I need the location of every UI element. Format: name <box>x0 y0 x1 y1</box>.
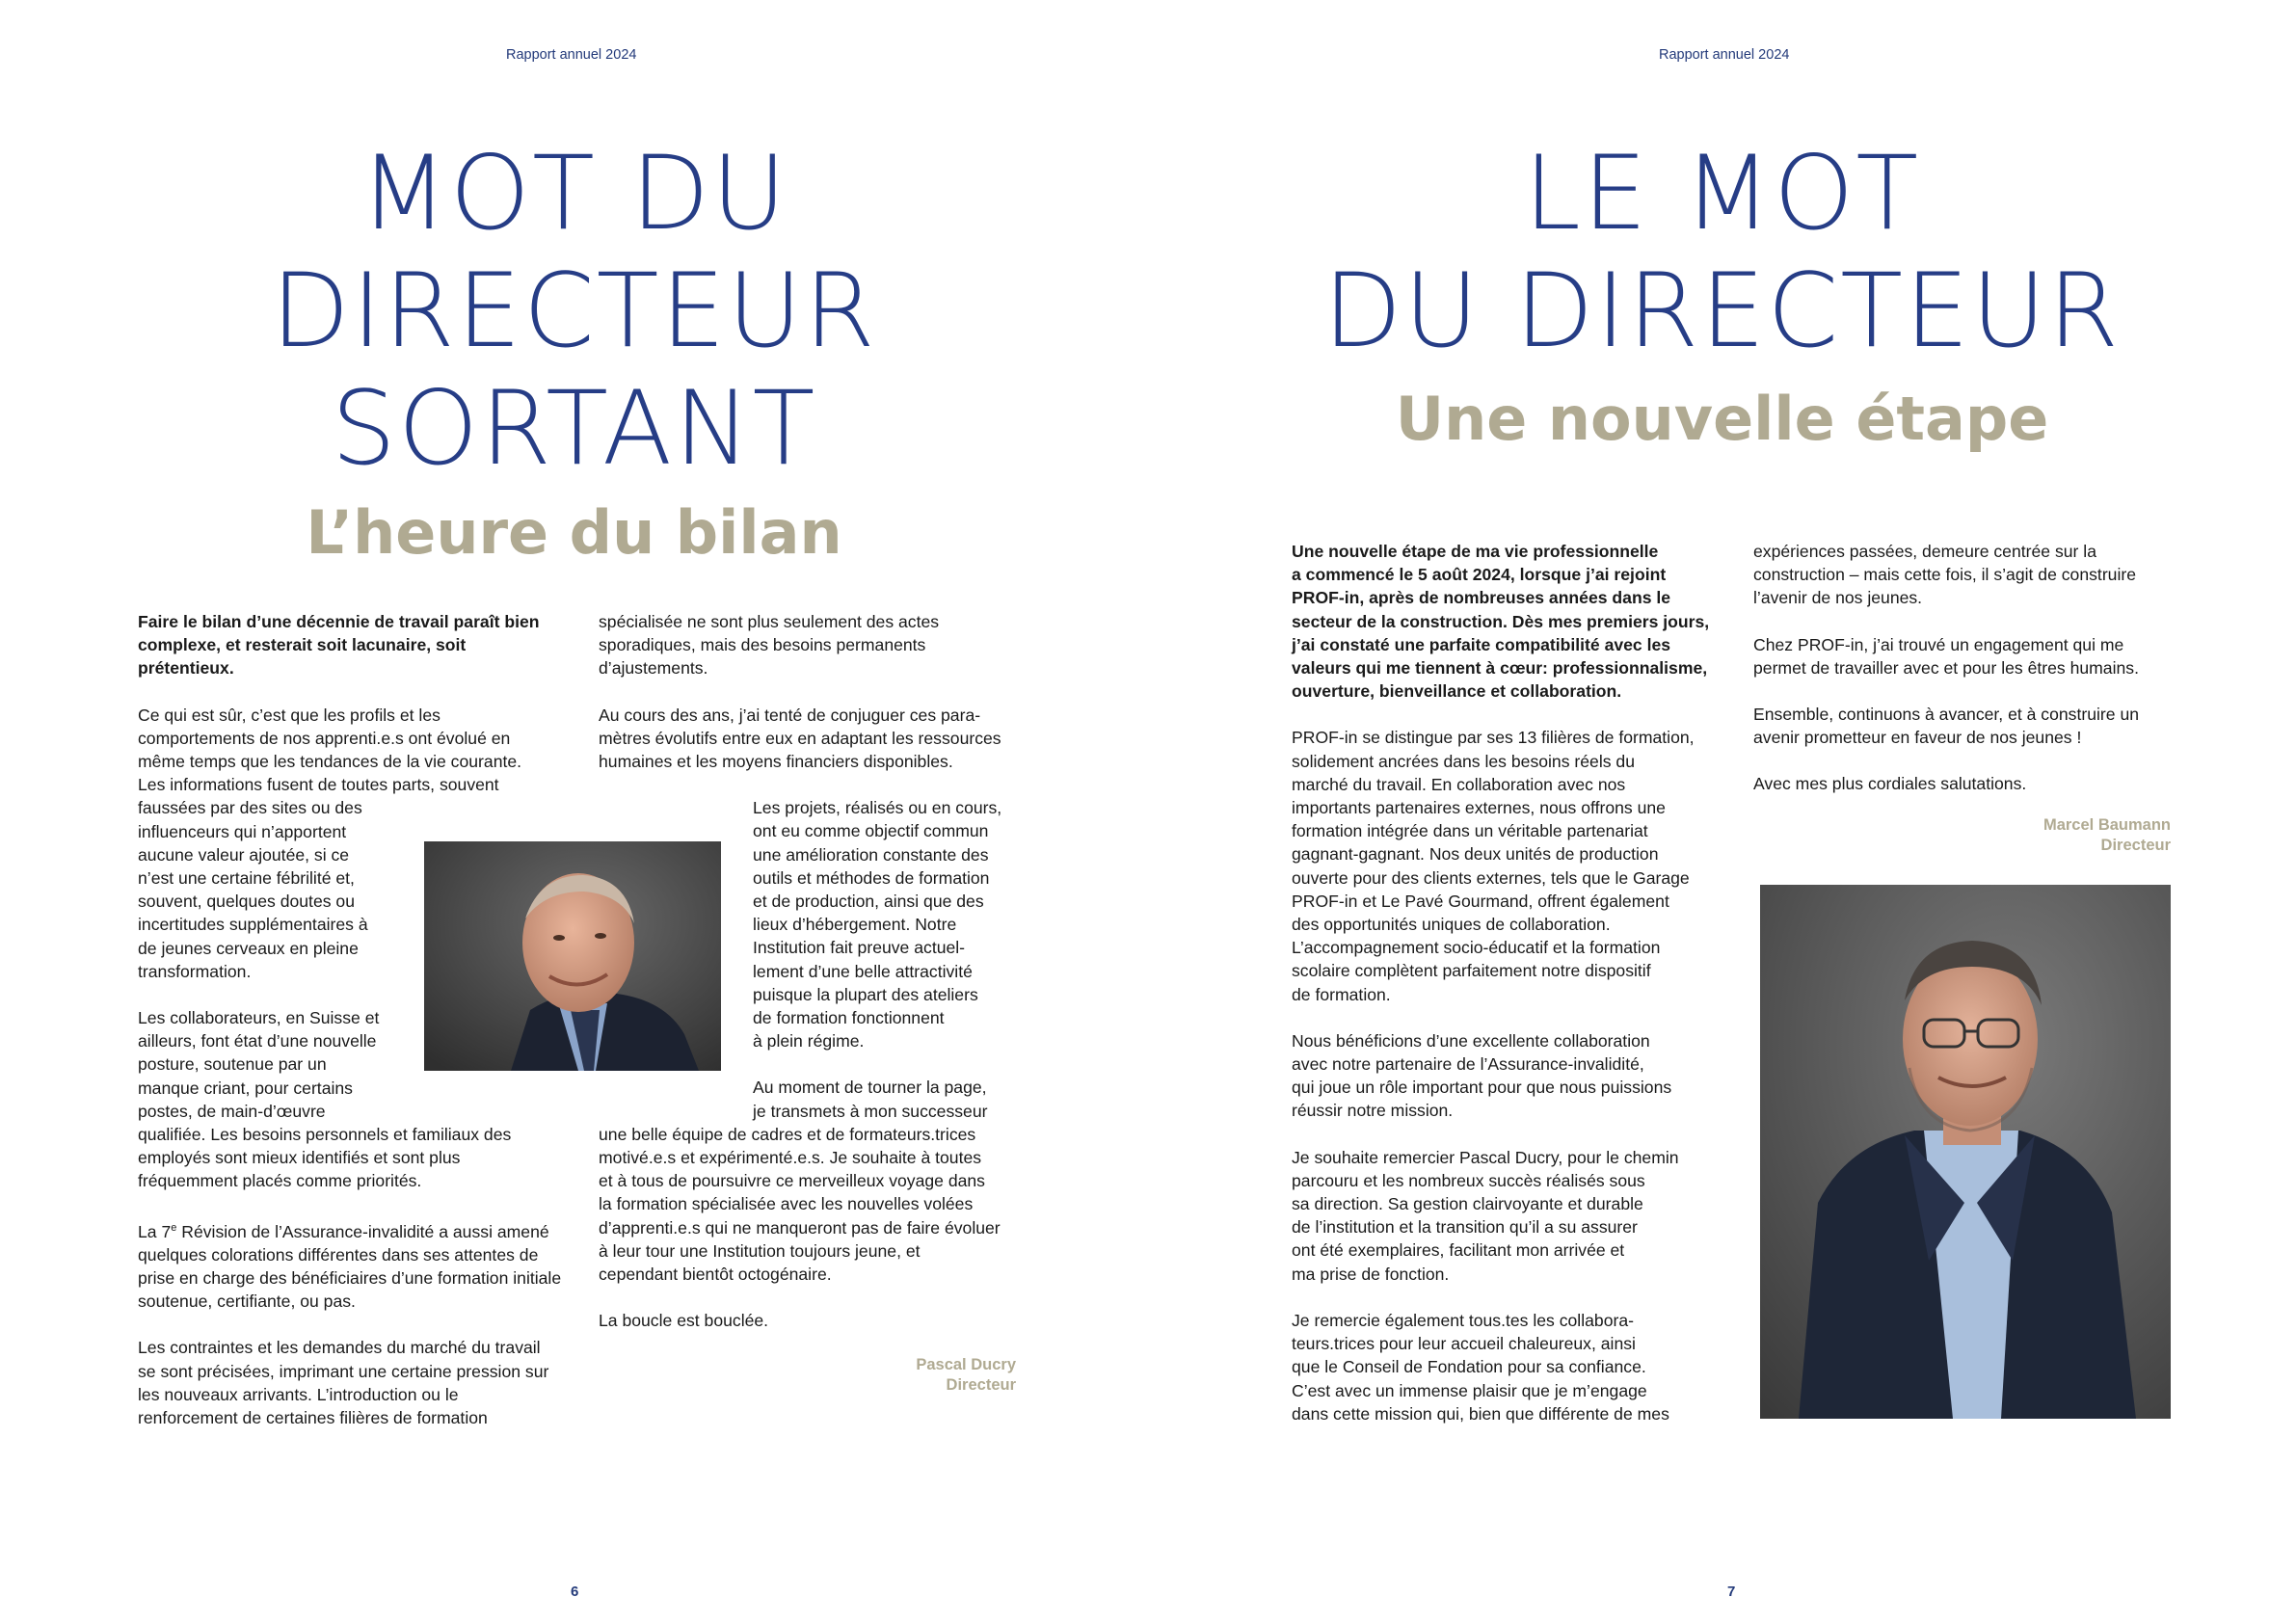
text-line: aucune valeur ajoutée, si ce <box>138 844 350 865</box>
signature-role: Directeur <box>946 1376 1016 1395</box>
text-line: scolaire complètent parfaitement notre dispositif <box>1292 961 1651 981</box>
paragraph <box>1292 1146 1735 1286</box>
running-header: Rapport annuel 2024 <box>506 47 637 63</box>
text-line: PROF-in et Le Pavé Gourmand, offrent également <box>1292 891 1669 911</box>
text-line: cependant bientôt octogénaire. <box>599 1265 832 1285</box>
paragraph: Avec mes plus cordiales salutations. <box>1753 774 2027 794</box>
paragraph <box>1753 703 2177 749</box>
title-line: DIRECTEUR <box>271 252 877 370</box>
text-line: PROF-in, après de nombreuses années dans le <box>1292 588 1671 608</box>
text-line: avenir prometteur en faveur de nos jeunes ! <box>1753 728 2082 748</box>
text-line: Au moment de tourner la page, <box>753 1078 987 1098</box>
text-line: une belle équipe de cadres et de formateurs.trices <box>599 1124 976 1144</box>
text-line: teurs.trices pour leur accueil chaleureux, ainsi <box>1292 1334 1636 1354</box>
text-line: lement d’une belle attractivité <box>753 961 973 981</box>
text-line: d’apprenti.e.s qui ne manqueront pas de faire évoluer <box>599 1217 1001 1238</box>
text-line: C’est avec un immense plaisir que je m’engage <box>1292 1380 1647 1400</box>
text-line: formation intégrée dans un véritable partenariat <box>1292 821 1648 841</box>
title-line: LE MOT <box>1523 134 1921 253</box>
text-line: Je remercie également tous.tes les collabora- <box>1292 1310 1634 1330</box>
text-line: Au cours des ans, j’ai tenté de conjuguer ces para- <box>599 705 981 725</box>
text-line: ont été exemplaires, facilitant mon arrivée et <box>1292 1240 1625 1261</box>
text-line: PROF-in se distingue par ses 13 filières de formation, <box>1292 728 1695 748</box>
text-line: construction – mais cette fois, il s’agit de construire <box>1753 565 2137 585</box>
paragraph: spécialisée ne sont plus seulement des actes sporadiques, mais des besoins permanents d’ajustements. <box>599 612 940 679</box>
text-line: de formation fonctionnent <box>753 1008 945 1028</box>
text-line: influenceurs qui n’apportent <box>138 821 347 841</box>
paragraph <box>138 1216 562 1314</box>
text-line: même temps que les tendances de la vie courante. <box>138 752 522 772</box>
portrait-image <box>1760 885 2171 1419</box>
text-line: manque criant, pour certains <box>138 1078 353 1098</box>
signature <box>1753 815 2171 856</box>
text-line: mètres évolutifs entre eux en adaptant les ressources <box>599 728 1001 748</box>
text-line: des opportunités uniques de collaboration. <box>1292 915 1611 935</box>
text-line: puisque la plupart des ateliers <box>753 984 978 1004</box>
paragraph <box>1753 633 2177 679</box>
text-line: parcouru et les nombreux succès réalisés sous <box>1292 1170 1645 1190</box>
text-line: à leur tour une Institution toujours jeune, et <box>599 1240 921 1261</box>
text-line: marché du travail. En collaboration avec nos <box>1292 774 1626 794</box>
paragraph <box>599 704 1032 774</box>
page-right <box>1148 0 2296 1624</box>
text-line: de jeunes cerveaux en pleine <box>138 938 359 958</box>
text-line: l’avenir de nos jeunes. <box>1753 588 1923 608</box>
text-line: de formation. <box>1292 984 1391 1004</box>
paragraph <box>599 1076 1032 1286</box>
lead-paragraph <box>1292 540 1735 703</box>
text-line: solidement ancrées dans les besoins réels du <box>1292 751 1635 771</box>
text-line: importants partenaires externes, nous offrons une <box>1292 798 1666 818</box>
paragraph <box>1753 540 2177 610</box>
text-line: Les informations fusent de toutes parts, souvent <box>138 775 499 795</box>
text-line: fréquemment placés comme priorités. <box>138 1171 422 1191</box>
page-number: 7 <box>1727 1584 1736 1600</box>
text-line: souvent, quelques doutes ou <box>138 892 355 912</box>
signature <box>599 1355 1016 1396</box>
page-subtitle: Une nouvelle étape <box>1395 384 2049 454</box>
text-line: de l’institution et la transition qu’il a su assurer <box>1292 1217 1638 1238</box>
title-line: SORTANT <box>331 369 817 488</box>
signature-name: Pascal Ducry <box>916 1356 1016 1374</box>
text-line: gagnant-gagnant. Nos deux unités de production <box>1292 844 1659 865</box>
lead-paragraph: Faire le bilan d’une décennie de travail paraît bien complexe, et resterait soit lacunaire, soit prétentieux. <box>138 612 540 679</box>
text-line: posture, soutenue par un <box>138 1054 327 1075</box>
superscript: e <box>171 1221 177 1234</box>
text-line: humaines et les moyens financiers disponibles. <box>599 752 953 772</box>
text-line: ouverte pour des clients externes, tels que le Garage <box>1292 867 1690 888</box>
signature-name: Marcel Baumann <box>2042 815 2171 834</box>
text-line: Les projets, réalisés ou en cours, <box>753 798 1002 818</box>
text-run: La 7 <box>138 1221 172 1241</box>
text-line: n’est une certaine fébrilité et, <box>138 868 355 889</box>
text-line: lieux d’hébergement. Notre <box>753 915 957 935</box>
text-line: expériences passées, demeure centrée sur la <box>1753 542 2096 561</box>
text-line: réussir notre mission. <box>1292 1101 1454 1121</box>
text-line: à plein régime. <box>753 1031 865 1052</box>
text-run: Révision de l’Assurance-invalidité a aussi amené quelques colorations différentes dans ses attentes de prise en charge des bénéficiaires d’une formation initiale soutenue, certifiante, ou pas. <box>138 1221 562 1312</box>
text-column-2 <box>1753 540 2177 856</box>
text-line: permet de travailler avec et pour les êtres humains. <box>1753 657 2139 678</box>
portrait-marcel-baumann <box>1760 885 2171 1419</box>
text-line: ailleurs, font état d’une nouvelle <box>138 1031 377 1052</box>
page-title <box>1148 135 2296 370</box>
text-line: Ensemble, continuons à avancer, et à construire un <box>1753 705 2140 725</box>
text-line: comportements de nos apprenti.e.s ont évolué en <box>138 728 511 748</box>
signature-role: Directeur <box>2100 836 2171 854</box>
text-line: motivé.e.s et expérimenté.e.s. Je souhaite à toutes <box>599 1148 982 1168</box>
text-line: et de production, ainsi que des <box>753 892 984 912</box>
text-line: qualifiée. Les besoins personnels et familiaux des <box>138 1125 512 1145</box>
text-line: Nous bénéficions d’une excellente collaboration <box>1292 1030 1650 1051</box>
text-line: j’ai constaté une parfaite compatibilité avec les <box>1292 634 1671 654</box>
text-column-2 <box>599 610 1032 1396</box>
paragraph <box>1292 726 1735 1005</box>
text-line: Institution fait preuve actuel- <box>753 938 966 958</box>
text-line: Je souhaite remercier Pascal Ducry, pour le chemin <box>1292 1147 1679 1167</box>
text-line: incertitudes supplémentaires à <box>138 915 368 935</box>
page-title <box>0 135 1148 488</box>
paragraph: Les contraintes et les demandes du marché du travail se sont précisées, imprimant une certaine pression sur les nouveaux arrivants. L’introduction ou le renforcement de certaines filières de formation <box>138 1338 549 1427</box>
text-line: employés sont mieux identifiés et sont plus <box>138 1148 461 1168</box>
text-line: Les collaborateurs, en Suisse et <box>138 1008 380 1028</box>
text-line: ma prise de fonction. <box>1292 1264 1450 1284</box>
text-column-1 <box>1292 540 1735 1449</box>
paragraph: La boucle est bouclée. <box>599 1311 769 1331</box>
text-line: faussées par des sites ou des <box>138 798 362 818</box>
text-line: L’accompagnement socio-éducatif et la formation <box>1292 938 1661 958</box>
text-line: dans cette mission qui, bien que différente de mes <box>1292 1403 1669 1424</box>
text-line: transformation. <box>138 961 252 981</box>
text-line: et à tous de poursuivre ce merveilleux voyage dans <box>599 1171 985 1191</box>
paragraph <box>599 796 1032 1052</box>
page-number: 6 <box>571 1584 579 1600</box>
paragraph <box>1292 1309 1735 1425</box>
text-line: Chez PROF-in, j’ai trouvé un engagement qui me <box>1753 634 2124 654</box>
text-line: ont eu comme objectif commun <box>753 821 989 841</box>
text-line: a commencé le 5 août 2024, lorsque j’ai rejoint <box>1292 565 1667 585</box>
running-header: Rapport annuel 2024 <box>1659 47 1790 63</box>
text-line: je transmets à mon successeur <box>753 1101 988 1121</box>
page-subtitle: L’heure du bilan <box>306 497 842 568</box>
text-line: une amélioration constante des <box>753 844 989 865</box>
text-line: ouverture, bienveillance et collaboration. <box>1292 681 1622 702</box>
text-line: valeurs qui me tiennent à cœur: professionnalisme, <box>1292 658 1708 679</box>
title-line: MOT DU <box>360 134 788 253</box>
text-line: postes, de main-d’œuvre <box>138 1101 326 1121</box>
text-line: la formation spécialisée avec les nouvelles volées <box>599 1194 974 1214</box>
text-line: avec notre partenaire de l’Assurance-invalidité, <box>1292 1054 1644 1075</box>
paragraph <box>1292 1029 1735 1123</box>
text-line: secteur de la construction. Dès mes premiers jours, <box>1292 611 1710 631</box>
text-line: qui joue un rôle important pour que nous puissions <box>1292 1078 1672 1098</box>
text-line: outils et méthodes de formation <box>753 867 990 888</box>
title-line: DU DIRECTEUR <box>1322 252 2122 370</box>
text-line: que le Conseil de Fondation pour sa confiance. <box>1292 1357 1646 1377</box>
text-line: sa direction. Sa gestion clairvoyante et durable <box>1292 1194 1643 1214</box>
text-line: Ce qui est sûr, c’est que les profils et les <box>138 705 441 725</box>
text-line: Une nouvelle étape de ma vie professionnelle <box>1292 542 1659 561</box>
